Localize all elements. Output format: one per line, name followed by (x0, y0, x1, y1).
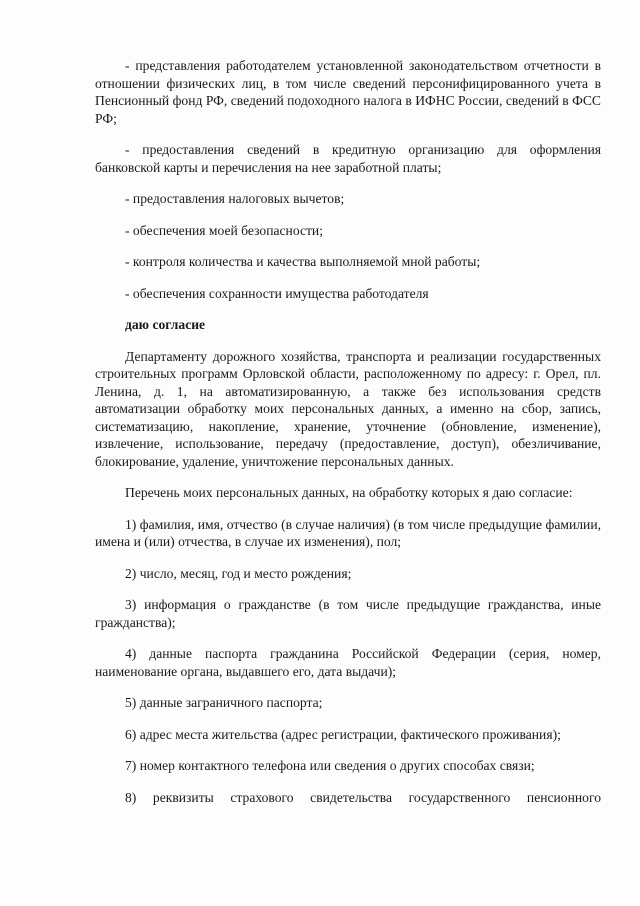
list-item-5: 5) данные заграничного паспорта; (125, 695, 323, 710)
list-item-8: 8) реквизиты страхового свидетельства государственного пенсионного (125, 789, 601, 805)
document-body (95, 57, 601, 820)
list-item-1: 1) фамилия, имя, отчество (в случае наличия) (в том числе предыдущие фамилии, имена и (или) отчества, в случае их изменения), пол; (95, 516, 601, 549)
list-item-2: 2) число, месяц, год и место рождения; (125, 565, 352, 581)
paragraph-reporting: - представления работодателем установленной законодательством отчетности в отношении физических лиц, в том числе сведений персонифицированного учета в Пенсионный фонд РФ, сведений подоходного налога в ИФНС России, сведений в ФСС РФ; (95, 58, 601, 126)
list-item-4: 4) данные паспорта гражданина Российской Федерации (серия, номер, наименование органа, выдавшего его, дата выдачи); (95, 646, 601, 679)
paragraph-data-list-intro: Перечень моих персональных данных, на обработку которых я даю согласие: (125, 485, 573, 500)
paragraph-safety: - обеспечения моей безопасности; (125, 222, 323, 238)
paragraph-tax-deductions: - предоставления налоговых вычетов; (125, 191, 345, 206)
consent-heading: даю согласие (125, 317, 206, 332)
paragraph-work-control: - контроля количества и качества выполняемой мной работы; (125, 254, 481, 269)
paragraph-bank-card: - предоставления сведений в кредитную организацию для оформления банковской карты и перечисления на нее заработной платы; (95, 142, 601, 175)
list-item-3: 3) информация о гражданстве (в том числе предыдущие гражданства, иные гражданства); (95, 597, 601, 630)
list-item-7: 7) номер контактного телефона или сведения о других способах связи; (125, 758, 535, 773)
paragraph-department: Департаменту дорожного хозяйства, транспорта и реализации государственных строительных программ Орловской области, расположенному по адресу: г. Орел, пл. Ленина, д. 1, на автоматизированную, а также без использования средств автоматизации обработку моих персональных данных, а именно на сбор, запись, систематизацию, накопление, хранение, уточнение (обновление, изменение), извлечение, использование, передачу (предоставление, доступ), обезличивание, блокирование, удаление, уничтожение персональных данных. (95, 348, 601, 469)
paragraph-property: - обеспечения сохранности имущества работодателя (125, 285, 429, 301)
list-item-6: 6) адрес места жительства (адрес регистрации, фактического проживания); (125, 726, 561, 742)
